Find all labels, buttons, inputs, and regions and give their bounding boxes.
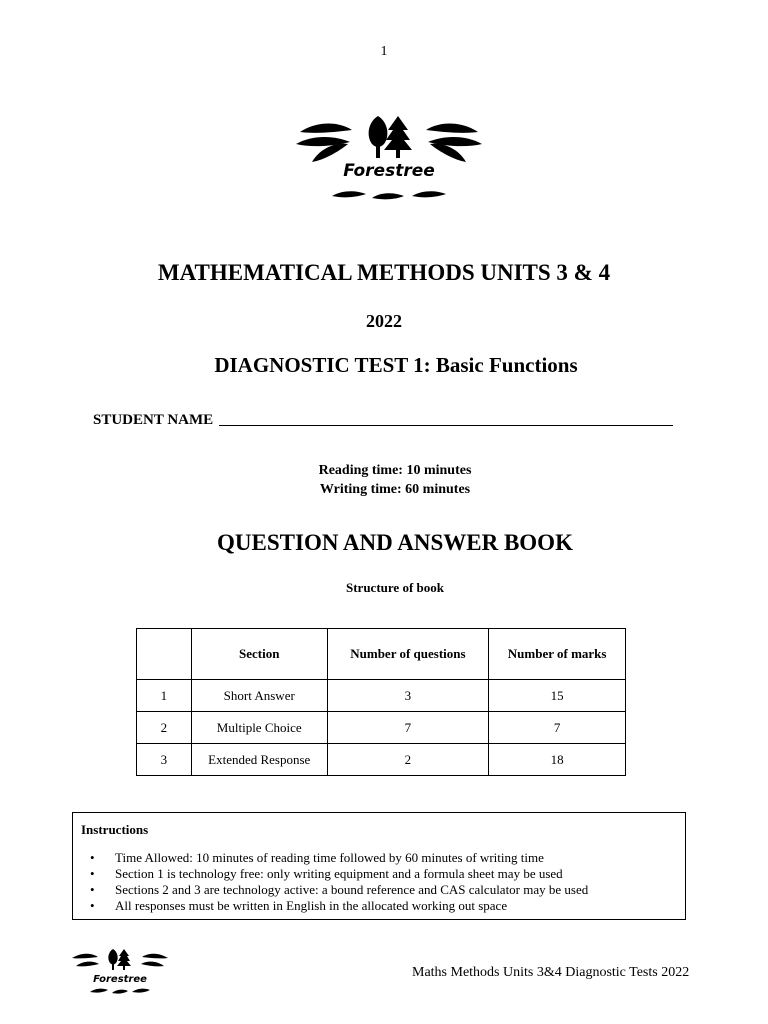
student-name-label: STUDENT NAME	[93, 412, 214, 428]
table-header-cell: Section	[191, 629, 327, 680]
leaf-shape	[112, 990, 128, 994]
structure-caption: Structure of book	[346, 580, 444, 595]
leaf-shape	[141, 962, 164, 967]
list-item	[90, 866, 677, 882]
leaf-shape	[72, 954, 98, 959]
document-title: MATHEMATICAL METHODS UNITS 3 & 4	[157, 260, 611, 285]
leaf-shape	[132, 989, 150, 993]
tree-shape	[108, 949, 117, 965]
leaf-shape	[300, 124, 352, 133]
writing-time: Writing time: 60 minutes	[319, 482, 471, 497]
table-row	[137, 680, 626, 712]
student-name-row	[93, 411, 673, 429]
time-info	[0, 461, 768, 499]
book-title: QUESTION AND ANSWER BOOK	[217, 530, 573, 555]
instructions-box	[72, 812, 686, 920]
tree-shape	[369, 116, 388, 147]
instruction-text: Section 1 is technology free: only writing equipment and a formula sheet may be used	[115, 866, 563, 881]
instruction-text: Sections 2 and 3 are technology active: a bound reference and CAS calculator may be used	[115, 882, 589, 897]
test-name: DIAGNOSTIC TEST 1: Basic Functions	[214, 353, 578, 377]
table-header-cell	[137, 629, 192, 680]
leaf-shape	[142, 954, 168, 959]
structure-table	[136, 628, 626, 776]
leaf-shape	[430, 144, 466, 162]
leaf-shape	[90, 989, 108, 993]
table-row	[137, 744, 626, 776]
table-cell: 2	[327, 744, 489, 776]
leaf-shape	[312, 144, 348, 162]
table-row	[137, 712, 626, 744]
table-cell: 18	[489, 744, 626, 776]
logo-text: Forestree	[93, 974, 147, 985]
list-item	[90, 898, 677, 914]
page-number: 1	[380, 44, 388, 59]
leaf-shape	[372, 193, 404, 199]
table-header-cell: Number of questions	[327, 629, 489, 680]
list-item	[90, 850, 677, 866]
table-cell: 2	[137, 712, 192, 744]
forestree-logo	[294, 110, 484, 206]
tree-trunk	[123, 966, 125, 970]
table-cell: 3	[327, 680, 489, 712]
instruction-text: Time Allowed: 10 minutes of reading time followed by 60 minutes of writing time	[115, 850, 544, 865]
logo-text: Forestree	[343, 161, 435, 181]
list-item	[90, 882, 677, 898]
leaf-shape	[412, 191, 446, 197]
bullet-icon: •	[90, 882, 95, 897]
reading-time: Reading time: 10 minutes	[318, 463, 472, 478]
tree-trunk	[376, 144, 380, 158]
table-cell: Short Answer	[191, 680, 327, 712]
instruction-text: All responses must be written in English in the allocated working out space	[115, 898, 508, 913]
table-cell: 7	[327, 712, 489, 744]
instructions-heading: Instructions	[81, 822, 149, 837]
tree-trunk	[396, 150, 400, 158]
table-cell: 15	[489, 680, 626, 712]
bullet-icon: •	[90, 866, 95, 881]
leaf-shape	[332, 191, 366, 197]
table-header-cell: Number of marks	[489, 629, 626, 680]
table-header-row	[137, 629, 626, 680]
bullet-icon: •	[90, 850, 95, 865]
table-cell: Multiple Choice	[191, 712, 327, 744]
table-cell: 7	[489, 712, 626, 744]
table-cell: 1	[137, 680, 192, 712]
year: 2022	[366, 311, 402, 331]
forestree-footer-logo	[70, 946, 170, 998]
table-cell: Extended Response	[191, 744, 327, 776]
tree-shape	[384, 116, 412, 150]
bullet-icon: •	[90, 898, 95, 913]
instructions-list	[81, 850, 677, 914]
footer-text: Maths Methods Units 3&4 Diagnostic Tests 2022	[412, 965, 690, 980]
table-cell: 3	[137, 744, 192, 776]
tree-shape	[117, 949, 131, 966]
student-name-field[interactable]	[219, 411, 673, 426]
leaf-shape	[426, 124, 478, 133]
tree-trunk	[112, 963, 114, 970]
leaf-shape	[76, 962, 99, 967]
